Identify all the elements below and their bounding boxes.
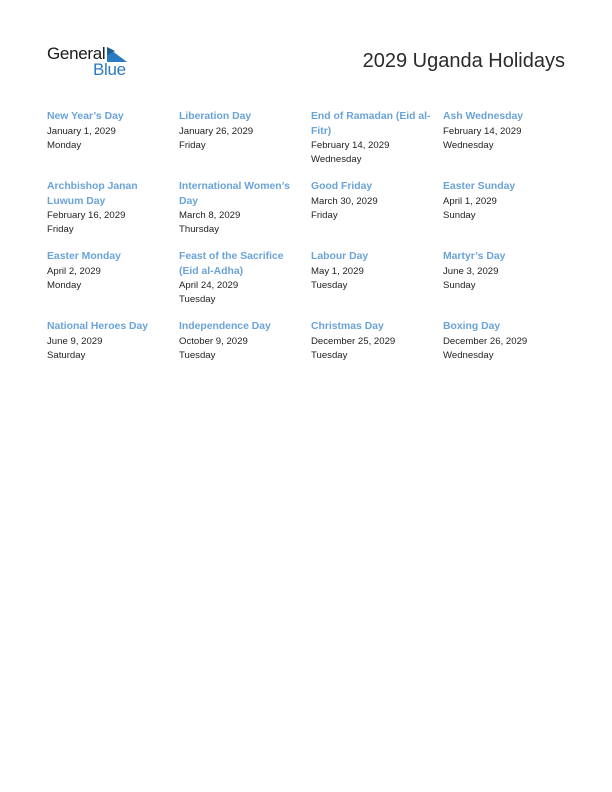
holiday-name: Independence Day [179, 321, 271, 332]
holiday-date: February 14, 2029 [311, 140, 390, 151]
holiday-name: National Heroes Day [47, 321, 149, 332]
holiday-name: Liberation Day [179, 111, 252, 122]
holiday-item [47, 110, 179, 167]
holiday-weekday: Wednesday [443, 139, 494, 151]
holiday-weekday: Friday [311, 209, 338, 221]
holiday-item [311, 110, 443, 167]
holiday-date: April 2, 2029 [47, 265, 101, 277]
holiday-item [311, 320, 443, 363]
holiday-item [179, 320, 311, 363]
holiday-row [47, 110, 575, 167]
holiday-weekday: Friday [47, 224, 74, 235]
holiday-row [47, 320, 575, 363]
holiday-name: Martyr’s Day [443, 251, 506, 262]
holiday-date: May 1, 2029 [311, 265, 364, 277]
holiday-name: Boxing Day [443, 321, 501, 332]
holiday-weekday: Sunday [443, 279, 476, 291]
generalblue-logo [47, 44, 137, 80]
holiday-name: Ash Wednesday [443, 111, 524, 122]
holiday-date: April 1, 2029 [443, 195, 497, 207]
holiday-item [311, 180, 443, 237]
holiday-item [179, 110, 311, 167]
holiday-weekday: Monday [47, 279, 82, 291]
holiday-weekday: Monday [47, 139, 82, 151]
holiday-date: December 25, 2029 [311, 335, 396, 347]
holiday-date: June 9, 2029 [47, 335, 103, 347]
holiday-item [47, 180, 179, 237]
holiday-weekday: Tuesday [179, 349, 216, 361]
holiday-item [443, 180, 575, 237]
holiday-weekday: Thursday [179, 224, 219, 235]
holiday-name: Labour Day [311, 251, 369, 262]
holiday-item [47, 320, 179, 363]
holiday-date: June 3, 2029 [443, 265, 499, 277]
holiday-name: Easter Sunday [443, 181, 516, 192]
holiday-item [443, 320, 575, 363]
holiday-date: February 16, 2029 [47, 210, 126, 221]
holiday-weekday: Tuesday [311, 279, 348, 291]
page-title: 2029 Uganda Holidays [362, 50, 565, 72]
holiday-item [443, 110, 575, 167]
holiday-item [179, 180, 311, 237]
holiday-date: January 26, 2029 [179, 125, 254, 137]
holiday-name: Easter Monday [47, 251, 121, 262]
holiday-date: December 26, 2029 [443, 335, 528, 347]
holiday-grid [47, 110, 575, 376]
holiday-name: Good Friday [311, 181, 373, 192]
holiday-name: Feast of the Sacrifice (Eid al-Adha) [179, 251, 284, 277]
holiday-date: April 24, 2029 [179, 280, 239, 291]
holiday-row [47, 250, 575, 307]
logo-word-blue: Blue [93, 60, 126, 79]
holiday-item [47, 250, 179, 307]
holiday-name: New Year’s Day [47, 111, 124, 122]
holiday-weekday: Wednesday [311, 154, 362, 165]
holiday-weekday: Saturday [47, 349, 86, 361]
holiday-weekday: Wednesday [443, 349, 494, 361]
holiday-item [179, 250, 311, 307]
holiday-row [47, 180, 575, 237]
holiday-date: October 9, 2029 [179, 335, 248, 347]
holiday-name: Christmas Day [311, 321, 384, 332]
holiday-weekday: Tuesday [311, 349, 348, 361]
holiday-date: March 30, 2029 [311, 195, 378, 207]
holiday-weekday: Tuesday [179, 294, 216, 305]
holiday-date: January 1, 2029 [47, 125, 116, 137]
logo-word-general: General [47, 44, 106, 63]
holiday-item [443, 250, 575, 307]
holiday-weekday: Sunday [443, 209, 476, 221]
holiday-item [311, 250, 443, 307]
holiday-date: February 14, 2029 [443, 125, 522, 137]
holiday-name: End of Ramadan (Eid al-Fitr) [311, 111, 431, 137]
holiday-name: Archbishop Janan Luwum Day [47, 181, 138, 207]
holiday-date: March 8, 2029 [179, 210, 241, 221]
holiday-weekday: Friday [179, 139, 206, 151]
holiday-name: International Women’s Day [179, 181, 290, 207]
